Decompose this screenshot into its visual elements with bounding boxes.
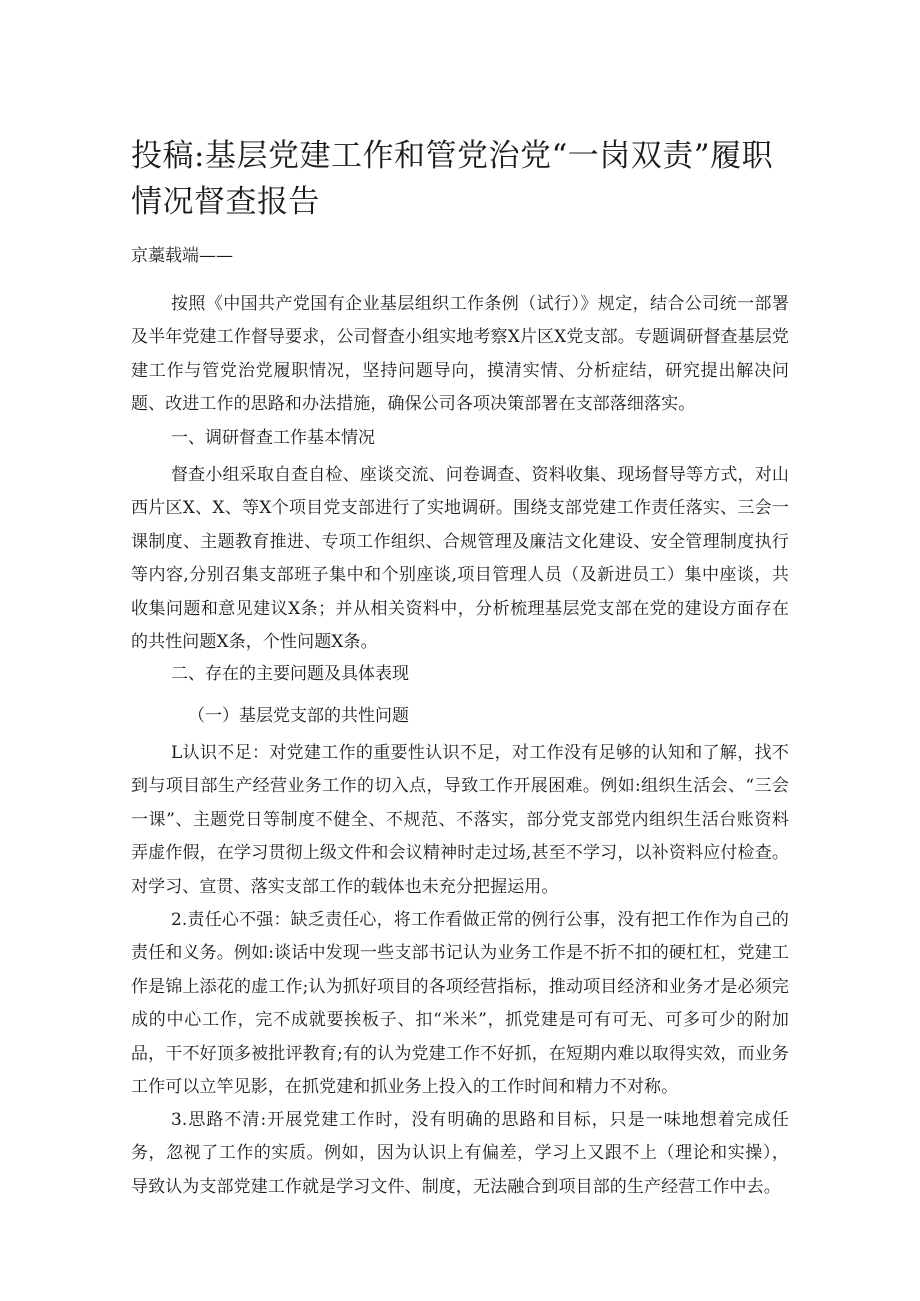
byline: 京藁载端—— xyxy=(131,246,233,266)
subsection-heading-1: （一）基层党支部的共性问题 xyxy=(188,706,409,726)
section-heading-1: 一、调研督查工作基本情况 xyxy=(171,428,375,448)
section-heading-2: 二、存在的主要问题及具体表现 xyxy=(171,664,409,684)
item-3-paragraph: 3.思路不清:开展党建工作时，没有明确的思路和目标，只是一味地想着完成任务，忽视了工作的实质。例如，因为认识上有偏差，学习上又跟不上（理论和实操），导致认为支部党建工作就是学习文件、制度，无法融合到项目部的生产经营工作中去。 xyxy=(131,1110,789,1197)
item-1-paragraph: L认识不足：对党建工作的重要性认识不足，对工作没有足够的认知和了解，找不到与项目部生产经营业务工作的切入点，导致工作开展困难。例如:组织生活会、“三会一课”、主题党日等制度不健全、不规范、不落实，部分党支部党内组织生活台账资料弄虚作假，在学习贯彻上级文件和会议精神时走过场,甚至不学习，以补资料应付检查。对学习、宣贯、落实支部工作的载体也未充分把握运用。 xyxy=(131,743,789,897)
intro-paragraph: 按照《中国共产党国有企业基层组织工作条例（试行）》规定，结合公司统一部署及半年党建工作督导要求，公司督查小组实地考察X片区X党支部。专题调研督查基层党建工作与管党治党履职情况，坚持问题导向，摸清实情、分析症结，研究提出解决问题、改进工作的思路和办法措施，确保公司各项决策部署在支部落细落实。 xyxy=(131,294,789,415)
document-title: 投稿:基层党建工作和管党治党“一岗双责”履职情况督查报告 xyxy=(131,138,774,220)
item-2-paragraph: 2.责任心不强：缺乏责任心，将工作看做正常的例行公事，没有把工作作为自己的责任和义务。例如:谈话中发现一些支部书记认为业务工作是不折不扣的硬杠杠，党建工作是锦上添花的虚工作;认为抓好项目的各项经营指标，推动项目经济和业务才是必须完成的中心工作，完不成就要挨板子、扣“米米”，抓党建是可有可无、可多可少的附加品，干不好顶多被批评教育;有的认为党建工作不好抓，在短期内难以取得实效，而业务工作可以立竿见影，在抓党建和抓业务上投入的工作时间和精力不对称。 xyxy=(131,910,789,1098)
section-1-paragraph: 督查小组采取自查自检、座谈交流、问卷调查、资料收集、现场督导等方式，对山西片区X、X、等X个项目党支部进行了实地调研。围绕支部党建工作责任落实、三会一课制度、主题教育推进、专项工作组织、合规管理及廉洁文化建设、安全管理制度执行等内容,分别召集支部班子集中和个别座谈,项目管理人员（及新进员工）集中座谈，共收集问题和意见建议X条；并从相关资料中，分析梳理基层党支部在党的建设方面存在的共性问题X条，个性问题X条。 xyxy=(131,465,789,653)
